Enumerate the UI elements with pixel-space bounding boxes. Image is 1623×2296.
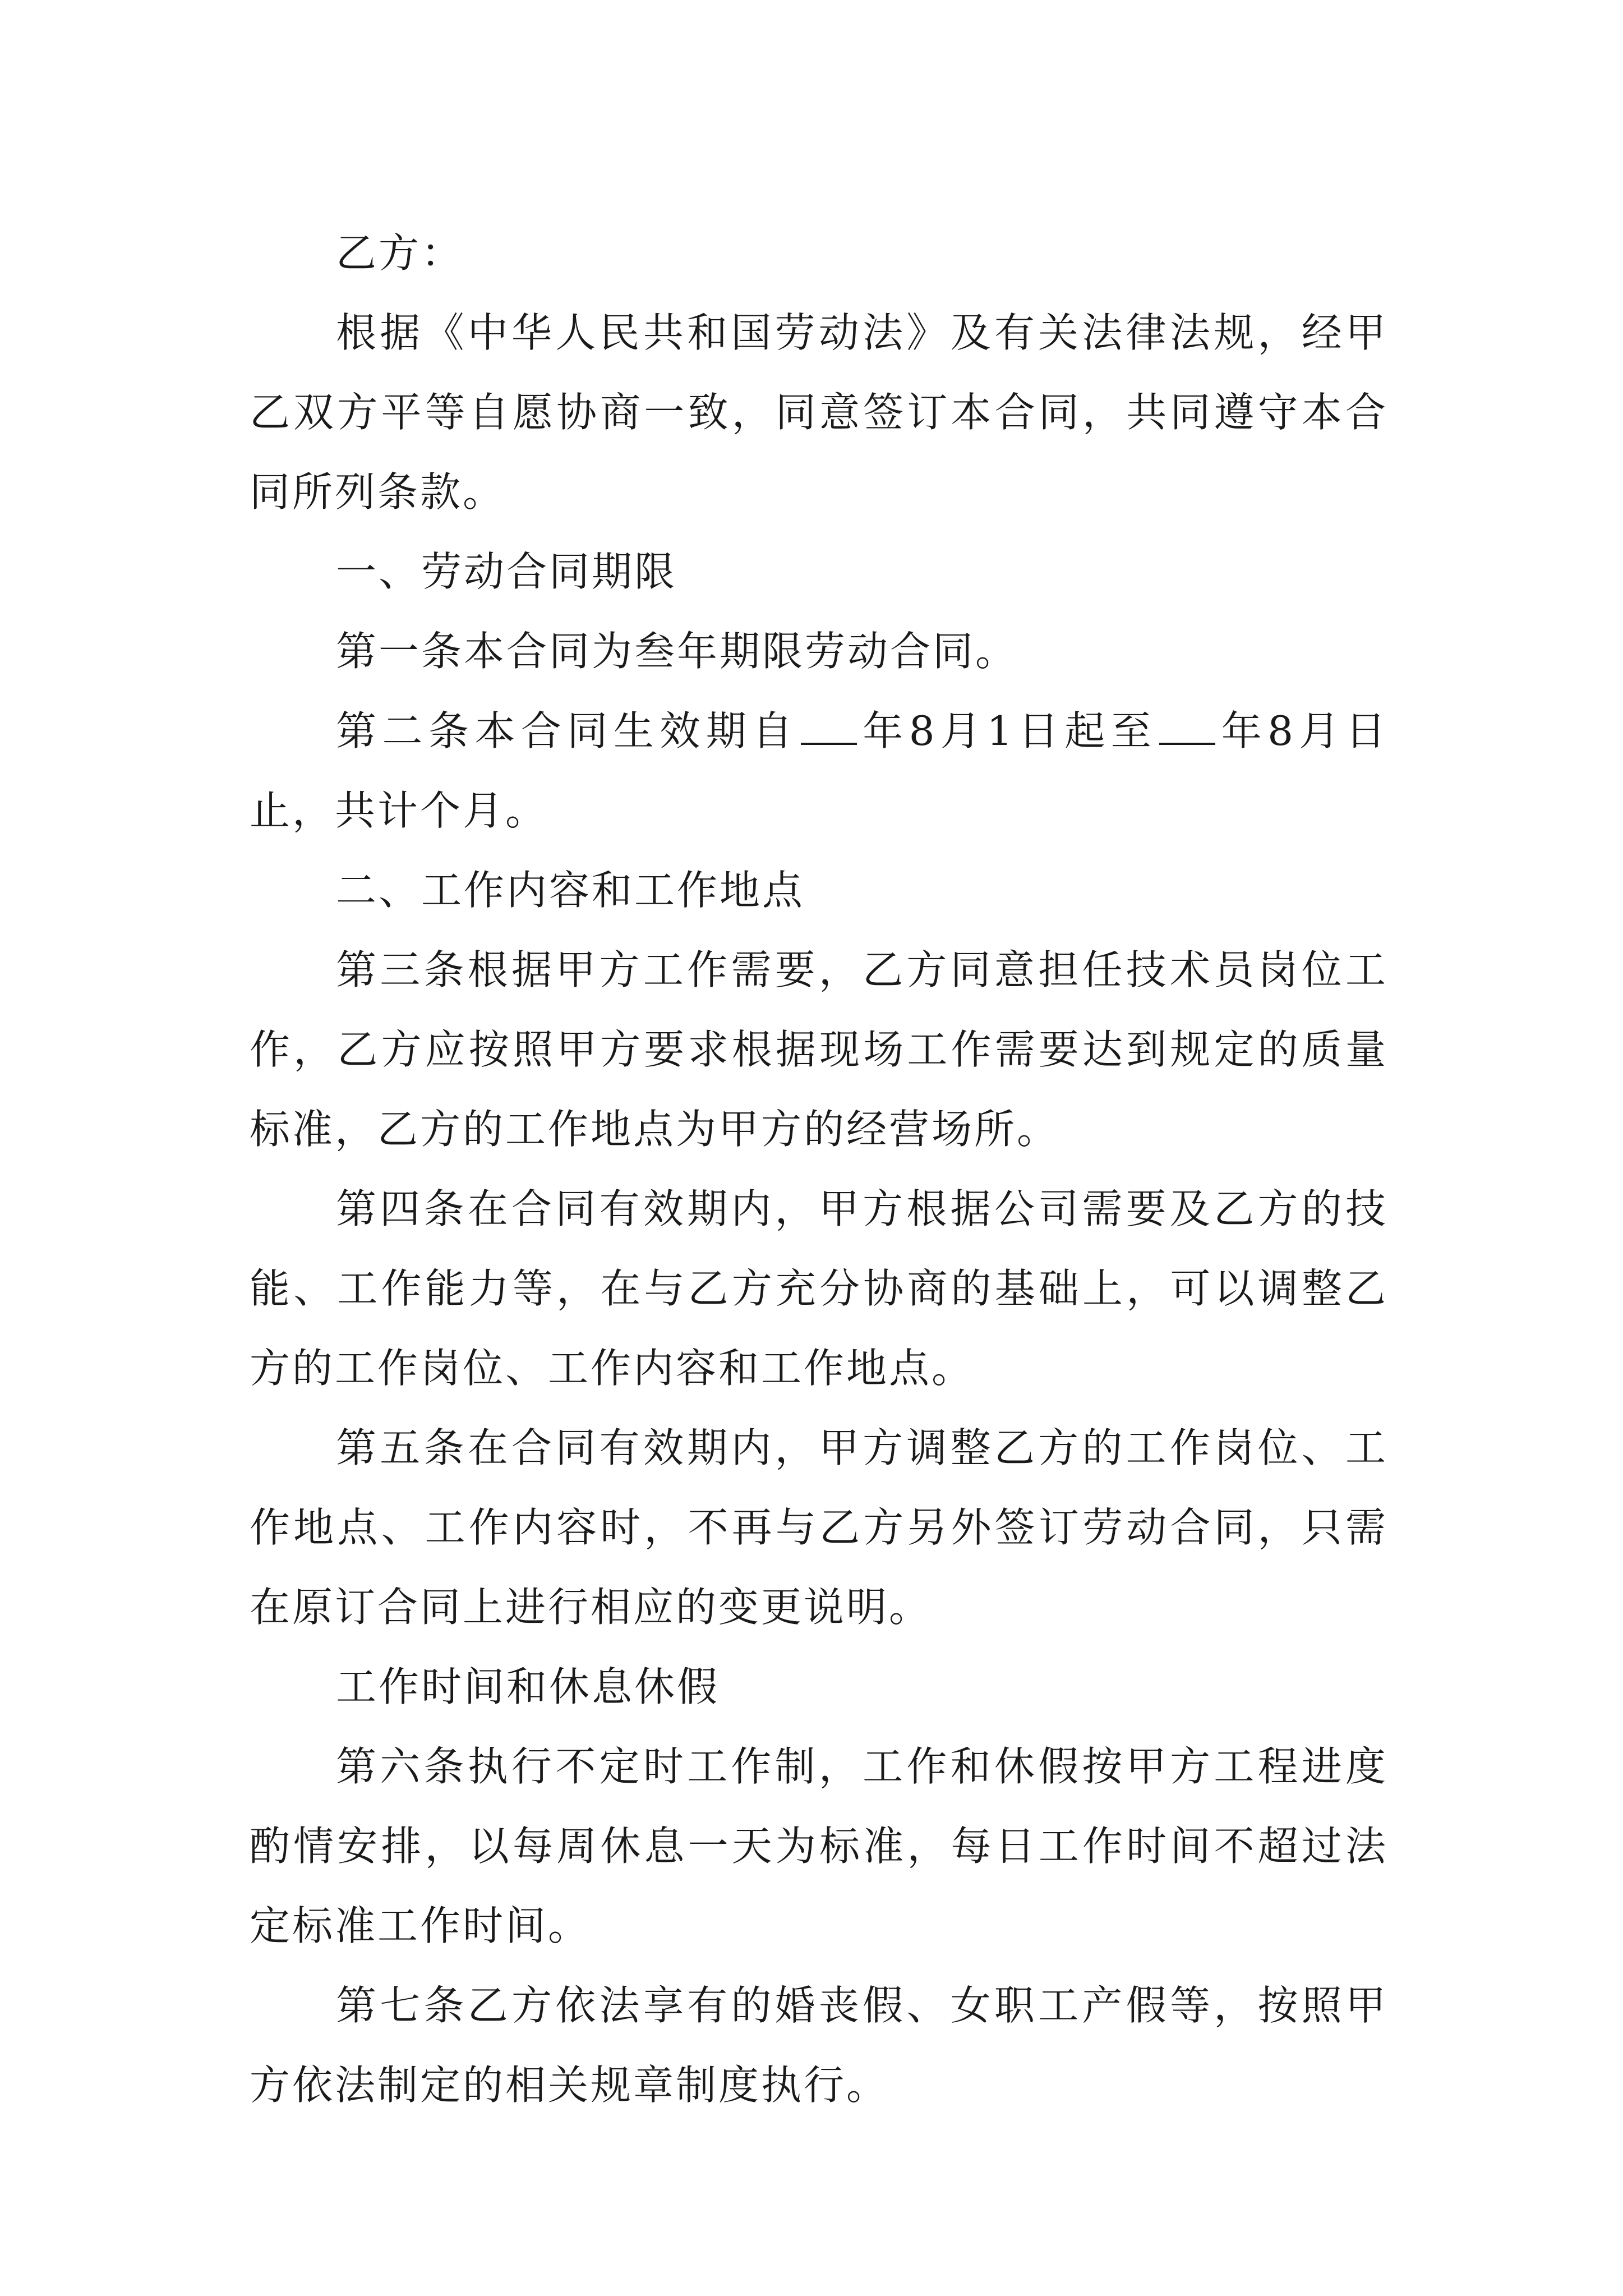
article-2-part-b: 年8月1日起至 (859, 707, 1158, 754)
year-blank-end (1159, 709, 1215, 745)
article-2-part-a: 第二条本合同生效期自 (336, 707, 799, 754)
section-2-heading: 二、工作内容和工作地点 (336, 867, 805, 914)
year-blank-start (801, 709, 857, 745)
article-1: 第一条本合同为叁年期限劳动合同。 (336, 628, 1018, 675)
section-3-heading: 工作时间和休息休假 (336, 1663, 720, 1710)
preamble-paragraph: 根据《中华人民共和国劳动法》及有关法律法规，经甲乙双方平等自愿协商一致，同意签订本合同，共同遵守本合同所列条款。 (250, 309, 1388, 516)
article-7: 第七条乙方依法享有的婚丧假、女职工产假等，按照甲方依法制定的相关规章制度执行。 (250, 1982, 1388, 2109)
article-2 (250, 691, 1388, 850)
article-3: 第三条根据甲方工作需要，乙方同意担任技术员岗位工作，乙方应按照甲方要求根据现场工作需要达到规定的质量标准，乙方的工作地点为甲方的经营场所。 (250, 946, 1388, 1153)
article-6: 第六条执行不定时工作制，工作和休假按甲方工程进度酌情安排，以每周休息一天为标准，每日工作时间不超过法定标准工作时间。 (250, 1743, 1388, 1949)
party-b-line: 乙方： (336, 229, 464, 277)
section-1-heading: 一、劳动合同期限 (336, 548, 677, 595)
article-2-part-c: 年8月日止，共计个月。 (250, 707, 1388, 834)
article-5: 第五条在合同有效期内，甲方调整乙方的工作岗位、工作地点、工作内容时，不再与乙方另外签订劳动合同，只需在原订合同上进行相应的变更说明。 (250, 1424, 1388, 1631)
article-4: 第四条在合同有效期内，甲方根据公司需要及乙方的技能、工作能力等，在与乙方充分协商的基础上，可以调整乙方的工作岗位、工作内容和工作地点。 (250, 1185, 1388, 1392)
document-body (250, 213, 1388, 2125)
